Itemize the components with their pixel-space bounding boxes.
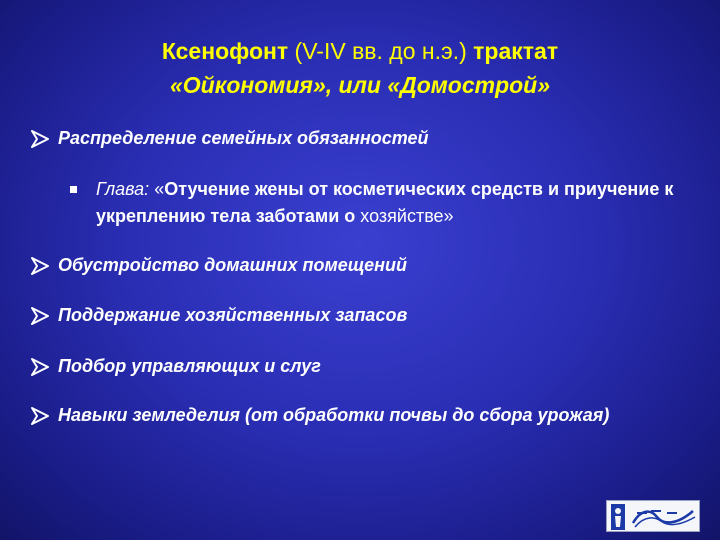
sub-bullet-item	[70, 176, 690, 230]
bullet-text: Подбор управляющих и слуг	[58, 356, 321, 376]
logo-emblem-icon	[607, 501, 701, 533]
university-logo	[606, 500, 700, 532]
arrow-bullet-icon	[30, 357, 50, 377]
sub-label: Глава:	[96, 179, 150, 199]
arrow-bullet-icon	[30, 306, 50, 326]
arrow-bullet-icon	[30, 256, 50, 276]
bullet-item	[30, 252, 690, 279]
bullet-text: Распределение семейных обязанностей	[58, 128, 429, 148]
bullet-text: Навыки земледелия (от обработки почвы до сбора урожая)	[58, 405, 610, 425]
title-line-1	[0, 34, 720, 68]
title-period: (V-IV вв. до н.э.)	[288, 38, 474, 64]
square-bullet-icon	[70, 186, 77, 193]
title-treatise: трактат	[473, 38, 559, 64]
bullet-item	[30, 302, 690, 329]
slide-title	[0, 34, 720, 102]
sub-bullet-text	[70, 176, 690, 230]
bullet-item	[30, 125, 690, 152]
arrow-bullet-icon	[30, 129, 50, 149]
bullet-text: Обустройство домашних помещений	[58, 255, 408, 275]
arrow-bullet-icon	[30, 406, 50, 426]
title-line-2: «Ойкономия», или «Домострой»	[169, 72, 551, 98]
bullet-item	[30, 402, 690, 429]
sub-tail: хозяйстве»	[355, 206, 454, 226]
sub-bold-text: Отучение жены от косметических средств и приучение к укреплению тела заботами о	[96, 179, 674, 226]
bullet-item	[30, 353, 690, 380]
bullet-text: Поддержание хозяйственных запасов	[58, 305, 408, 325]
sub-quote-open: «	[149, 179, 165, 199]
title-author: Ксенофонт	[161, 38, 289, 64]
